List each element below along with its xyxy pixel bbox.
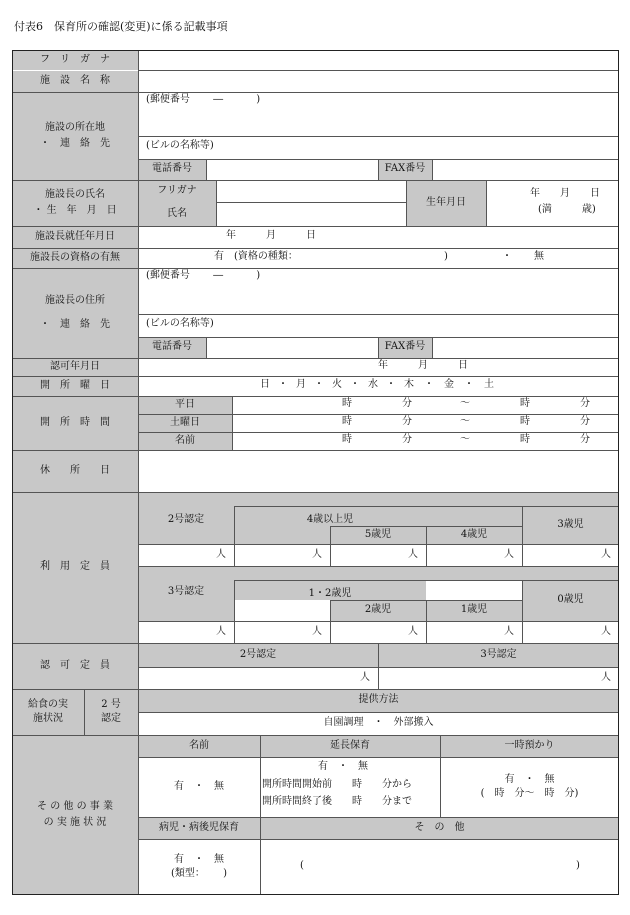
- label-director-phone: 電話番号: [138, 337, 206, 358]
- meals-options[interactable]: 自園調理 ・ 外部搬入: [323, 717, 434, 729]
- others-close-paren: ): [576, 860, 580, 871]
- hours-weekday-h1: 時: [342, 398, 352, 409]
- weekday-mon: 月: [296, 379, 306, 390]
- label-other-services-line1: そ の 他 の 事 業: [37, 800, 113, 812]
- label-open-days: 開 所 曜 日: [12, 376, 138, 396]
- capacity-age1-total[interactable]: 人: [504, 625, 514, 637]
- label-other-services-line2: の 実 施 状 況: [43, 817, 107, 828]
- meals-method-label: 提供方法: [138, 689, 619, 712]
- approved-cert3-label: 3号認定: [378, 643, 619, 667]
- other-others-header: そ の 他: [260, 817, 619, 839]
- capacity-age1-label: 1歳児: [426, 600, 522, 621]
- label-director-address-line1: 施設長の住所: [45, 294, 105, 306]
- weekday-tue: 火: [332, 379, 342, 390]
- hours-name-m1: 分: [402, 434, 412, 445]
- extended-after: 開所時間終了後 時 分まで: [262, 796, 412, 807]
- other-sick-header: 病児・病後児保育: [138, 817, 260, 839]
- facility-building[interactable]: (ビルの名称等): [146, 140, 214, 151]
- label-facility-fax: FAX番号: [378, 159, 432, 180]
- other-name-yes-no[interactable]: 有 ・ 無: [174, 780, 224, 792]
- hours-saturday-tilde: ～: [460, 416, 470, 427]
- qual-none-option: 無: [534, 251, 544, 262]
- hours-saturday-m2: 分: [580, 416, 590, 427]
- label-director-qual: 施設長の資格の有無: [12, 248, 138, 268]
- capacity-age4plus-total[interactable]: 人: [312, 548, 322, 560]
- hours-weekday-m1: 分: [402, 398, 412, 409]
- capacity-age0-total[interactable]: 人: [601, 625, 611, 637]
- weekday-dot: ・: [386, 379, 396, 390]
- weekday-dot: ・: [424, 379, 434, 390]
- capacity-age4-total[interactable]: 人: [504, 548, 514, 560]
- temp-time: ( 時 分～ 時 分): [480, 788, 579, 799]
- label-meals-cert-line1: 2 号: [101, 698, 121, 710]
- capacity-age2-label: 2歳児: [330, 600, 426, 621]
- approved-cert2-label: 2号認定: [138, 643, 378, 667]
- director-start-date: 年 月 日: [226, 230, 316, 241]
- weekday-thu: 木: [404, 379, 414, 390]
- qual-separator: ・: [502, 251, 512, 262]
- weekday-dot: ・: [278, 379, 288, 390]
- label-facility-address-line2: ・ 連 絡 先: [40, 138, 110, 149]
- approved-cert2-field[interactable]: 人: [360, 671, 370, 683]
- hours-weekday-h2: 時: [520, 398, 530, 409]
- label-approval-date: 認可年月日: [12, 358, 138, 376]
- director-birth-line1: 年 月 日: [530, 188, 600, 199]
- label-director-name-line1: 施設長の氏名: [45, 189, 105, 200]
- label-director-name-field: 氏名: [138, 202, 216, 226]
- capacity-cert2-total[interactable]: 人: [216, 548, 226, 560]
- hours-weekday-m2: 分: [580, 398, 590, 409]
- hours-name-h1: 時: [342, 434, 352, 445]
- label-facility-phone: 電話番号: [138, 159, 206, 180]
- label-capacity: 利 用 定 員: [12, 492, 138, 643]
- facility-postal[interactable]: (郵便番号 ― ): [146, 94, 261, 105]
- other-name-header: 名前: [138, 735, 260, 757]
- weekday-sun: 日: [260, 379, 270, 390]
- capacity-age12-total[interactable]: 人: [312, 625, 322, 637]
- weekday-dot: ・: [350, 379, 360, 390]
- label-open-hours: 開 所 時 間: [12, 396, 138, 450]
- label-meals-cert-line2: 認定: [101, 713, 121, 724]
- label-hours-saturday: 土曜日: [138, 414, 232, 432]
- sick-type: (類型： ): [171, 868, 227, 879]
- hours-saturday-h1: 時: [342, 416, 352, 427]
- hours-saturday-h2: 時: [520, 416, 530, 427]
- label-facility-name: 施 設 名 称: [12, 70, 138, 92]
- label-hours-name: 名前: [138, 432, 232, 450]
- other-extended-header: 延長保育: [260, 735, 440, 757]
- other-temp-header: 一時預かり: [440, 735, 619, 757]
- approved-cert3-field[interactable]: 人: [601, 671, 611, 683]
- label-director-address-line2: ・ 連 絡 先: [40, 319, 110, 330]
- label-director-birth: 生年月日: [406, 180, 486, 226]
- extended-yes-no: 有 ・ 無: [318, 761, 368, 772]
- label-director-name-line2: ・ 生 年 月 日: [33, 204, 117, 216]
- extended-before: 開所時間開始前 時 分から: [262, 779, 412, 790]
- director-birth-line2: (満 歳): [538, 204, 596, 215]
- qual-close-paren: ): [444, 251, 448, 262]
- weekday-wed: 水: [368, 379, 378, 390]
- label-facility-address-line1: 施設の所在地: [45, 121, 105, 133]
- hours-saturday-m1: 分: [402, 416, 412, 427]
- capacity-age2-total[interactable]: 人: [408, 625, 418, 637]
- label-director-furigana: フリガナ: [138, 180, 216, 202]
- capacity-cert2-label: 2号認定: [138, 506, 234, 544]
- capacity-age3-total[interactable]: 人: [601, 548, 611, 560]
- hours-name-m2: 分: [580, 434, 590, 445]
- approval-date-text: 年 月 日: [378, 360, 468, 371]
- capacity-age12-label: 1・2歳児: [234, 580, 426, 600]
- capacity-age5-total[interactable]: 人: [408, 548, 418, 560]
- capacity-age3-label: 3歳児: [522, 506, 619, 544]
- hours-name-tilde: ～: [460, 434, 470, 445]
- others-open-paren: (: [300, 860, 304, 871]
- capacity-cert3-total[interactable]: 人: [216, 625, 226, 637]
- capacity-age4-label: 4歳児: [426, 526, 522, 544]
- document-title: 付表6 保育所の確認(変更)に係る記載事項: [14, 20, 228, 33]
- label-hours-weekday: 平日: [138, 396, 232, 414]
- capacity-age0-label: 0歳児: [522, 580, 619, 621]
- weekday-dot: ・: [464, 379, 474, 390]
- capacity-age5-label: 5歳児: [330, 526, 426, 544]
- hours-weekday-tilde: ～: [460, 398, 470, 409]
- label-meals-line2: 施状況: [33, 713, 63, 724]
- capacity-age4plus-label: 4歳以上児: [234, 506, 426, 526]
- qual-have-option: 有 (資格の種類：: [214, 251, 298, 262]
- capacity-cert3-label: 3号認定: [138, 580, 234, 621]
- label-closed-days: 休 所 日: [12, 450, 138, 492]
- director-building[interactable]: (ビルの名称等): [146, 318, 214, 329]
- weekday-fri: 金: [444, 379, 454, 390]
- label-director-fax: FAX番号: [378, 337, 432, 358]
- form-frame: [12, 50, 619, 895]
- weekday-sat: 土: [484, 379, 494, 390]
- weekday-dot: ・: [314, 379, 324, 390]
- label-meals-line1: 給食の実: [28, 698, 68, 710]
- label-director-start: 施設長就任年月日: [12, 226, 138, 248]
- label-furigana: フ リ ガ ナ: [12, 50, 138, 70]
- sick-yes-no: 有 ・ 無: [174, 853, 224, 865]
- temp-yes-no: 有 ・ 無: [504, 773, 555, 785]
- label-approved-capacity: 認 可 定 員: [12, 643, 138, 689]
- director-postal[interactable]: (郵便番号 ― ): [146, 270, 261, 281]
- hours-name-h2: 時: [520, 434, 530, 445]
